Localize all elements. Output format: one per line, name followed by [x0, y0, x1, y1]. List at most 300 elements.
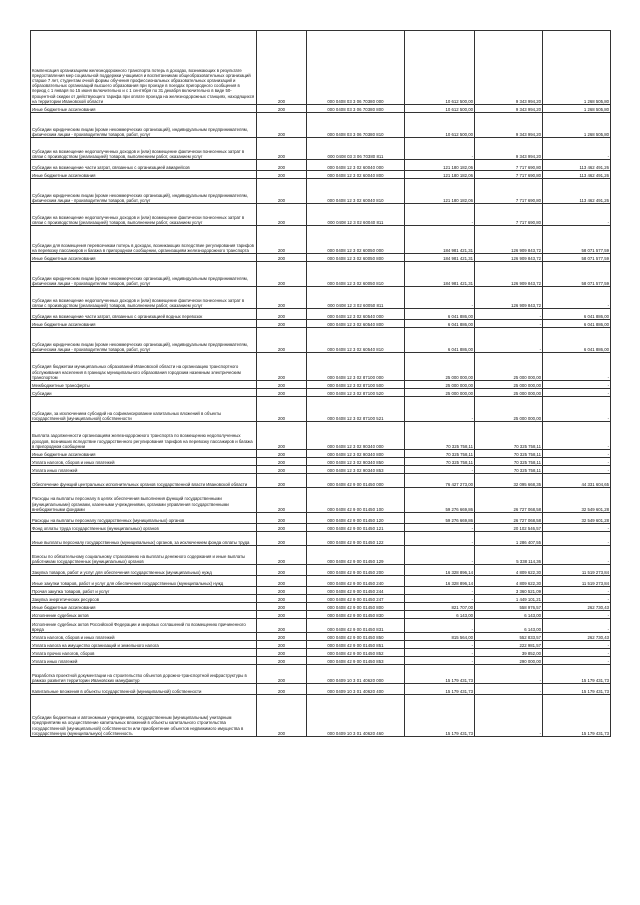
row-executed-cell: - [475, 309, 543, 320]
table-body [31, 31, 611, 737]
row-line-code-cell: 200 [257, 595, 307, 603]
table-row [31, 576, 611, 587]
row-line-code-cell: 200 [257, 262, 307, 287]
row-executed-cell: 70 325 758,11 [475, 422, 543, 450]
row-unexecuted-cell: - [543, 641, 611, 649]
row-unexecuted-cell: - [543, 138, 611, 160]
row-budget-code-cell: 000 0408 42 9 00 01450 200 [307, 565, 405, 576]
table-row [31, 328, 611, 353]
row-budget-code-cell: 000 0408 42 9 00 01450 121 [307, 524, 405, 532]
row-approved-cell: - [405, 204, 475, 226]
row-line-code-cell: 200 [257, 665, 307, 684]
row-budget-code-cell: 000 0408 03 3 06 70380 000 [307, 31, 405, 105]
row-name-cell: Исполнение судебных актов [31, 611, 257, 619]
row-approved-cell: 6 041 886,00 [405, 320, 475, 328]
row-approved-cell: 10 612 500,00 [405, 105, 475, 113]
row-name-cell: Субсидии на возмещение недополученных доходов и (или) возмещение фактически понесенных затрат в связи с производством (реализацией) товаров, выполнением работ, оказанием услуг [31, 287, 257, 309]
row-name-cell: Выплата задолженности организациям железнодорожного транспорта по возмещению недополученных доходов, возникших вследствие государственного регулирования тарифов на перевозку пассажиров и багажа в пригородном сообщении [31, 422, 257, 450]
table-row [31, 665, 611, 684]
row-unexecuted-cell: - [543, 657, 611, 665]
row-line-code-cell: 200 [257, 458, 307, 466]
row-name-cell: Уплата налога на имущество организаций и земельного налога [31, 641, 257, 649]
row-executed-cell: 126 909 843,72 [475, 226, 543, 254]
row-unexecuted-cell: 1 268 505,80 [543, 105, 611, 113]
row-name-cell: Субсидии на возмещение части затрат, связанных с организацией авиарейсов [31, 160, 257, 171]
row-executed-cell: - [475, 684, 543, 695]
row-name-cell: Иные бюджетные ассигнования [31, 105, 257, 113]
row-name-cell: Субсидии на возмещение недополученных доходов и (или) возмещение фактически понесенных затрат в связи с производством (реализацией) товаров, выполнением работ, оказанием услуг [31, 138, 257, 160]
row-budget-code-cell: 000 0408 12 3 02 90340 853 [307, 466, 405, 474]
row-executed-cell: 7 717 690,80 [475, 204, 543, 226]
row-unexecuted-cell: 262 730,43 [543, 633, 611, 641]
row-name-cell: Межбюджетные трансферты [31, 381, 257, 389]
row-unexecuted-cell: 6 041 886,00 [543, 320, 611, 328]
row-name-cell: Субсидия бюджетам муниципальных образований Ивановской области на организацию транспортного обслуживания населения в границах муниципального образования городским наземным электрическим транспортом [31, 353, 257, 381]
row-approved-cell: - [405, 524, 475, 532]
row-approved-cell: 121 180 182,06 [405, 171, 475, 179]
row-budget-code-cell: 000 0408 12 3 02 60040 810 [307, 179, 405, 204]
row-line-code-cell: 200 [257, 389, 307, 397]
row-approved-cell: 59 276 669,86 [405, 488, 475, 513]
row-executed-cell: 70 325 758,11 [475, 458, 543, 466]
row-unexecuted-cell: - [543, 422, 611, 450]
row-approved-cell: 10 612 500,00 [405, 31, 475, 105]
row-name-cell: Субсидии юридическим лицам (кроме некоммерческих организаций), индивидуальным предпринимателям, физическим лицам - производителям товаров, работ, услуг [31, 179, 257, 204]
row-line-code-cell: 200 [257, 587, 307, 595]
table-row [31, 657, 611, 665]
row-approved-cell: 6 041 886,00 [405, 309, 475, 320]
row-approved-cell: - [405, 641, 475, 649]
row-budget-code-cell: 000 0408 42 9 00 01450 129 [307, 546, 405, 565]
row-executed-cell: 26 727 068,58 [475, 513, 543, 524]
row-budget-code-cell: 000 0408 12 3 02 60050 810 [307, 262, 405, 287]
row-line-code-cell: 200 [257, 532, 307, 546]
row-name-cell: Субсидии для возмещения перевозчикам потерь в доходах, возникающих вследствие регулирования тарифов на перевозку пассажиров и багажа в пригородном сообщении, организациям железнодорожного транспорта [31, 226, 257, 254]
table-row [31, 458, 611, 466]
row-executed-cell: - [475, 695, 543, 737]
row-executed-cell: - [475, 665, 543, 684]
row-name-cell: Обеспечение функций центральных исполнительных органов государственной власти Ивановской области [31, 474, 257, 488]
row-budget-code-cell: 000 0408 12 3 02 87100 520 [307, 389, 405, 397]
row-unexecuted-cell: - [543, 458, 611, 466]
row-unexecuted-cell: 6 041 886,00 [543, 309, 611, 320]
row-approved-cell: 821 707,00 [405, 603, 475, 611]
row-unexecuted-cell: 15 179 431,73 [543, 695, 611, 737]
table-row [31, 422, 611, 450]
row-line-code-cell: 200 [257, 657, 307, 665]
row-name-cell: Иные выплаты персоналу государственных (муниципальных) органов, за исключением фонда оплаты труда [31, 532, 257, 546]
row-name-cell: Уплата иных платежей [31, 657, 257, 665]
row-executed-cell: 558 976,57 [475, 603, 543, 611]
row-unexecuted-cell: - [543, 381, 611, 389]
row-approved-cell: - [405, 466, 475, 474]
row-executed-cell: 70 325 758,11 [475, 450, 543, 458]
row-name-cell: Субсидии на возмещение недополученных доходов и (или) возмещение фактически понесенных затрат в связи с производством (реализацией) товаров, выполнением работ, оказанием услуг [31, 204, 257, 226]
row-name-cell: Субсидии бюджетным и автономным учреждениям, государственным (муниципальным) унитарным предприятиям на осуществление капитальных вложений в объекты капитального строительства государственной (муниципальной) собственности или приобретение объектов недвижимого имущества в государственную (муниципальную) собственность [31, 695, 257, 737]
row-unexecuted-cell: - [543, 649, 611, 657]
row-approved-cell: - [405, 532, 475, 546]
row-name-cell: Исполнение судебных актов Российской Федерации и мировых соглашений по возмещению причиненного вреда [31, 619, 257, 633]
row-executed-cell: 1 286 407,55 [475, 532, 543, 546]
table-row [31, 546, 611, 565]
row-unexecuted-cell: 58 071 577,59 [543, 262, 611, 287]
row-line-code-cell: 200 [257, 31, 307, 105]
row-executed-cell: 6 143,00 [475, 611, 543, 619]
row-approved-cell: 59 276 669,86 [405, 513, 475, 524]
row-executed-cell: 6 143,00 [475, 619, 543, 633]
row-line-code-cell: 200 [257, 179, 307, 204]
row-name-cell: Субсидии [31, 389, 257, 397]
row-unexecuted-cell: 11 519 273,84 [543, 576, 611, 587]
row-name-cell: Закупка товаров, работ и услуг для обеспечения государственных (муниципальных) нужд [31, 565, 257, 576]
row-budget-code-cell: 000 0408 12 3 02 60050 800 [307, 254, 405, 262]
row-approved-cell: 15 179 431,73 [405, 665, 475, 684]
row-budget-code-cell: 000 0408 42 9 00 01450 000 [307, 474, 405, 488]
row-unexecuted-cell: - [543, 204, 611, 226]
row-approved-cell: 121 180 182,06 [405, 160, 475, 171]
row-approved-cell: 76 427 273,00 [405, 474, 475, 488]
table-row [31, 474, 611, 488]
row-line-code-cell: 200 [257, 474, 307, 488]
row-name-cell: Разработка проектной документации на строительство объектов дорожно-транспортной инфраструктуры в рамках развития территории Ивановских мануфактур [31, 665, 257, 684]
table-row [31, 513, 611, 524]
row-unexecuted-cell: - [543, 450, 611, 458]
row-budget-code-cell: 000 0408 42 9 00 01450 850 [307, 633, 405, 641]
row-budget-code-cell: 000 0408 42 9 00 01450 800 [307, 603, 405, 611]
table-row [31, 397, 611, 422]
row-unexecuted-cell: 58 071 577,59 [543, 254, 611, 262]
row-line-code-cell: 200 [257, 619, 307, 633]
row-unexecuted-cell: - [543, 546, 611, 565]
row-line-code-cell: 200 [257, 160, 307, 171]
table-row [31, 179, 611, 204]
row-executed-cell: 552 833,57 [475, 633, 543, 641]
table-row [31, 105, 611, 113]
row-unexecuted-cell: 6 041 886,00 [543, 328, 611, 353]
row-line-code-cell: 200 [257, 684, 307, 695]
row-executed-cell: 290 000,00 [475, 657, 543, 665]
table-row [31, 320, 611, 328]
row-executed-cell: 70 325 758,11 [475, 466, 543, 474]
table-row [31, 684, 611, 695]
row-approved-cell: - [405, 595, 475, 603]
row-unexecuted-cell: - [543, 397, 611, 422]
row-executed-cell: 25 000 000,00 [475, 397, 543, 422]
row-line-code-cell: 200 [257, 353, 307, 381]
table-row [31, 488, 611, 513]
row-name-cell: Фонд оплаты труда государственных (муниципальных) органов [31, 524, 257, 532]
row-unexecuted-cell: 32 549 601,28 [543, 488, 611, 513]
row-executed-cell: 126 909 843,72 [475, 287, 543, 309]
row-executed-cell: 32 095 668,35 [475, 474, 543, 488]
row-approved-cell: 184 981 421,31 [405, 254, 475, 262]
row-budget-code-cell: 000 0408 42 9 00 01450 830 [307, 611, 405, 619]
row-executed-cell: 4 809 622,30 [475, 576, 543, 587]
row-approved-cell: 25 000 000,00 [405, 353, 475, 381]
row-executed-cell: 25 000 000,00 [475, 381, 543, 389]
row-budget-code-cell: 000 0408 12 3 02 87100 500 [307, 381, 405, 389]
table-row [31, 619, 611, 633]
row-name-cell: Капитальные вложения в объекты государственной (муниципальной) собственности [31, 684, 257, 695]
row-name-cell: Прочая закупка товаров, работ и услуг [31, 587, 257, 595]
table-row [31, 633, 611, 641]
row-budget-code-cell: 000 0408 42 9 00 01450 240 [307, 576, 405, 587]
row-unexecuted-cell: - [543, 287, 611, 309]
row-name-cell: Уплата налогов, сборов и иных платежей [31, 633, 257, 641]
table-row [31, 287, 611, 309]
row-unexecuted-cell: 1 268 505,80 [543, 31, 611, 105]
row-executed-cell: 7 717 690,80 [475, 160, 543, 171]
row-executed-cell: 126 909 843,72 [475, 262, 543, 287]
row-line-code-cell: 200 [257, 546, 307, 565]
row-name-cell: Иные бюджетные ассигнования [31, 254, 257, 262]
row-line-code-cell: 200 [257, 466, 307, 474]
row-approved-cell: 6 041 886,00 [405, 328, 475, 353]
row-unexecuted-cell: - [543, 532, 611, 546]
budget-report-page [30, 30, 610, 737]
row-budget-code-cell: 000 0408 03 3 06 70380 811 [307, 138, 405, 160]
row-executed-cell: 9 343 994,20 [475, 113, 543, 138]
row-budget-code-cell: 000 0408 12 3 02 90340 800 [307, 450, 405, 458]
row-budget-code-cell: 000 0408 42 9 00 01450 120 [307, 513, 405, 524]
row-line-code-cell: 200 [257, 138, 307, 160]
row-line-code-cell: 200 [257, 204, 307, 226]
row-budget-code-cell: 000 0408 12 3 02 60050 811 [307, 287, 405, 309]
row-executed-cell: 126 909 843,72 [475, 254, 543, 262]
row-budget-code-cell: 000 0408 42 9 00 01450 122 [307, 532, 405, 546]
row-approved-cell: 25 000 000,00 [405, 389, 475, 397]
row-approved-cell: 15 179 431,73 [405, 684, 475, 695]
row-executed-cell: 9 343 994,20 [475, 31, 543, 105]
row-budget-code-cell: 000 0408 12 3 02 60050 000 [307, 226, 405, 254]
row-name-cell: Иные бюджетные ассигнования [31, 603, 257, 611]
row-approved-cell: 10 612 500,00 [405, 113, 475, 138]
row-name-cell: Уплата налогов, сборов и иных платежей [31, 458, 257, 466]
row-executed-cell: - [475, 328, 543, 353]
row-line-code-cell: 200 [257, 381, 307, 389]
row-executed-cell: 7 717 690,80 [475, 179, 543, 204]
row-executed-cell: 25 000 000,00 [475, 389, 543, 397]
row-line-code-cell: 200 [257, 603, 307, 611]
table-row [31, 466, 611, 474]
table-row [31, 353, 611, 381]
table-row [31, 381, 611, 389]
row-unexecuted-cell: - [543, 389, 611, 397]
row-line-code-cell: 200 [257, 611, 307, 619]
row-line-code-cell: 200 [257, 565, 307, 576]
row-executed-cell: 9 343 994,20 [475, 105, 543, 113]
table-row [31, 254, 611, 262]
table-row [31, 565, 611, 576]
row-name-cell: Субсидии, за исключением субсидий на софинансирование капитальных вложений в объекты государственной (муниципальной) собственности [31, 397, 257, 422]
row-budget-code-cell: 000 0408 03 3 06 70380 810 [307, 113, 405, 138]
table-row [31, 611, 611, 619]
table-row [31, 160, 611, 171]
row-budget-code-cell: 000 0408 03 3 06 70380 800 [307, 105, 405, 113]
row-approved-cell: - [405, 546, 475, 565]
row-executed-cell: 222 981,57 [475, 641, 543, 649]
row-unexecuted-cell: 44 331 604,65 [543, 474, 611, 488]
row-budget-code-cell: 000 0408 42 9 00 01450 244 [307, 587, 405, 595]
table-row [31, 450, 611, 458]
row-name-cell: Уплата прочих налогов, сборов [31, 649, 257, 657]
row-line-code-cell: 200 [257, 576, 307, 587]
table-row [31, 641, 611, 649]
row-line-code-cell: 200 [257, 254, 307, 262]
table-row [31, 695, 611, 737]
row-line-code-cell: 200 [257, 397, 307, 422]
row-name-cell: Субсидии юридическим лицам (кроме некоммерческих организаций), индивидуальным предпринимателям, физическим лицам - производителям товаров, работ, услуг [31, 328, 257, 353]
row-line-code-cell: 200 [257, 226, 307, 254]
row-approved-cell: 16 328 896,14 [405, 565, 475, 576]
row-name-cell: Субсидии юридическим лицам (кроме некоммерческих организаций), индивидуальным предпринимателям, физическим лицам - производителям товаров, работ, услуг [31, 113, 257, 138]
row-unexecuted-cell: 113 462 491,26 [543, 179, 611, 204]
row-name-cell: Взносы по обязательному социальному страхованию на выплаты денежного содержания и иные выплаты работникам государственных (муниципальных) органов [31, 546, 257, 565]
row-name-cell: Субсидии на возмещение части затрат, связанных с организацией водных перевозок [31, 309, 257, 320]
row-budget-code-cell: 000 0408 12 3 02 90340 000 [307, 422, 405, 450]
row-name-cell: Иные бюджетные ассигнования [31, 171, 257, 179]
row-approved-cell: 15 179 431,73 [405, 695, 475, 737]
row-budget-code-cell: 000 0408 12 3 02 60540 800 [307, 320, 405, 328]
table-row [31, 204, 611, 226]
row-line-code-cell: 200 [257, 309, 307, 320]
row-unexecuted-cell: - [543, 524, 611, 532]
row-executed-cell: 25 000 000,00 [475, 353, 543, 381]
row-approved-cell: - [405, 649, 475, 657]
row-executed-cell: 9 343 994,20 [475, 138, 543, 160]
row-name-cell: Расходы на выплаты персоналу в целях обеспечения выполнения функций государственными (муниципальными) органами, казенными учреждениями, органами управления государственными внебюджетными фондами [31, 488, 257, 513]
row-approved-cell: 121 180 182,06 [405, 179, 475, 204]
row-budget-code-cell: 000 0409 10 3 01 40620 400 [307, 684, 405, 695]
row-approved-cell: 6 143,00 [405, 611, 475, 619]
row-executed-cell: 26 727 068,58 [475, 488, 543, 513]
row-budget-code-cell: 000 0408 12 3 02 60040 811 [307, 204, 405, 226]
row-unexecuted-cell: - [543, 595, 611, 603]
row-unexecuted-cell: 32 549 601,28 [543, 513, 611, 524]
row-executed-cell: - [475, 320, 543, 328]
row-budget-code-cell: 000 0408 12 3 02 87100 521 [307, 397, 405, 422]
row-line-code-cell: 200 [257, 422, 307, 450]
row-unexecuted-cell: 15 179 431,73 [543, 684, 611, 695]
row-executed-cell: 5 338 114,36 [475, 546, 543, 565]
row-approved-cell: 184 981 421,31 [405, 226, 475, 254]
row-line-code-cell: 200 [257, 287, 307, 309]
row-line-code-cell: 200 [257, 633, 307, 641]
row-budget-code-cell: 000 0408 42 9 00 01450 100 [307, 488, 405, 513]
row-unexecuted-cell: 58 071 577,59 [543, 226, 611, 254]
table-row [31, 524, 611, 532]
row-line-code-cell: 200 [257, 328, 307, 353]
row-approved-cell: - [405, 138, 475, 160]
row-budget-code-cell: 000 0408 12 3 02 60040 800 [307, 171, 405, 179]
table-row [31, 587, 611, 595]
row-unexecuted-cell: - [543, 587, 611, 595]
table-row [31, 138, 611, 160]
row-approved-cell: 70 325 758,11 [405, 450, 475, 458]
row-line-code-cell: 200 [257, 695, 307, 737]
row-line-code-cell: 200 [257, 450, 307, 458]
row-approved-cell: - [405, 619, 475, 633]
row-executed-cell: 1 449 101,21 [475, 595, 543, 603]
row-executed-cell: 7 717 690,80 [475, 171, 543, 179]
row-budget-code-cell: 000 0408 12 3 02 87100 000 [307, 353, 405, 381]
row-budget-code-cell: 000 0408 12 3 02 60540 000 [307, 309, 405, 320]
row-approved-cell: 815 564,00 [405, 633, 475, 641]
row-unexecuted-cell: 262 730,43 [543, 603, 611, 611]
row-unexecuted-cell: - [543, 619, 611, 633]
row-line-code-cell: 200 [257, 649, 307, 657]
row-executed-cell: 3 360 521,09 [475, 587, 543, 595]
row-name-cell: Иные закупки товаров, работ и услуг для обеспечения государственных (муниципальных) нужд [31, 576, 257, 587]
row-line-code-cell: 200 [257, 105, 307, 113]
row-name-cell: Иные бюджетные ассигнования [31, 320, 257, 328]
row-approved-cell: 16 328 896,14 [405, 576, 475, 587]
row-unexecuted-cell: 113 462 491,26 [543, 160, 611, 171]
table-row [31, 532, 611, 546]
table-row [31, 171, 611, 179]
row-budget-code-cell: 000 0408 42 9 00 01450 247 [307, 595, 405, 603]
row-line-code-cell: 200 [257, 320, 307, 328]
table-row [31, 309, 611, 320]
row-line-code-cell: 200 [257, 113, 307, 138]
row-unexecuted-cell: 1 268 505,80 [543, 113, 611, 138]
row-executed-cell: 4 809 622,30 [475, 565, 543, 576]
row-budget-code-cell: 000 0408 12 3 02 60040 000 [307, 160, 405, 171]
row-name-cell: Компенсация организациям железнодорожного транспорта потерь в доходах, возникающих в результате предоставления мер социальной поддержки учащимся и воспитанникам общеобразовательных организаций старше 7 лет, студентам очной формы обучения профессиональных образовательных организаций и образовательных организаций высшего образования при проезде в поездах пригородного сообщения в период с 1 января по 15 июня включительно и с 1 сентября по 31 декабря включительно в виде 50-процентной скидки от действующего тарифа при оплате проезда на железнодорожных станциях, находящихся на территории Ивановской области [31, 31, 257, 105]
row-unexecuted-cell: 11 519 273,84 [543, 565, 611, 576]
table-row [31, 649, 611, 657]
row-unexecuted-cell: 113 462 491,26 [543, 171, 611, 179]
row-budget-code-cell: 000 0408 42 9 00 01450 831 [307, 619, 405, 633]
row-name-cell: Закупка энергетических ресурсов [31, 595, 257, 603]
row-approved-cell: - [405, 287, 475, 309]
row-budget-code-cell: 000 0408 42 9 00 01450 851 [307, 641, 405, 649]
row-budget-code-cell: 000 0409 10 3 01 40620 460 [307, 695, 405, 737]
row-name-cell: Субсидии юридическим лицам (кроме некоммерческих организаций), индивидуальным предпринимателям, физическим лицам - производителям товаров, работ, услуг [31, 262, 257, 287]
row-approved-cell: 184 981 421,31 [405, 262, 475, 287]
table-row [31, 262, 611, 287]
row-budget-code-cell: 000 0408 12 3 02 60540 810 [307, 328, 405, 353]
row-line-code-cell: 200 [257, 524, 307, 532]
row-executed-cell: 20 102 546,57 [475, 524, 543, 532]
row-unexecuted-cell: 15 179 431,73 [543, 665, 611, 684]
row-approved-cell: - [405, 587, 475, 595]
row-name-cell: Расходы на выплаты персоналу государственных (муниципальных) органов [31, 513, 257, 524]
row-budget-code-cell: 000 0408 42 9 00 01450 853 [307, 657, 405, 665]
table-row [31, 603, 611, 611]
row-name-cell: Уплата иных платежей [31, 466, 257, 474]
row-unexecuted-cell: - [543, 611, 611, 619]
table-row [31, 31, 611, 105]
row-line-code-cell: 200 [257, 171, 307, 179]
table-row [31, 226, 611, 254]
budget-execution-table [30, 30, 611, 737]
row-approved-cell: 70 325 758,11 [405, 422, 475, 450]
row-line-code-cell: 200 [257, 513, 307, 524]
table-row [31, 595, 611, 603]
table-row [31, 113, 611, 138]
row-budget-code-cell: 000 0408 12 3 02 90340 850 [307, 458, 405, 466]
row-approved-cell: 70 325 758,11 [405, 458, 475, 466]
row-approved-cell: - [405, 657, 475, 665]
table-row [31, 389, 611, 397]
row-executed-cell: 39 852,00 [475, 649, 543, 657]
row-approved-cell: - [405, 397, 475, 422]
row-line-code-cell: 200 [257, 641, 307, 649]
row-budget-code-cell: 000 0408 42 9 00 01450 852 [307, 649, 405, 657]
row-name-cell: Иные бюджетные ассигнования [31, 450, 257, 458]
row-unexecuted-cell: - [543, 353, 611, 381]
